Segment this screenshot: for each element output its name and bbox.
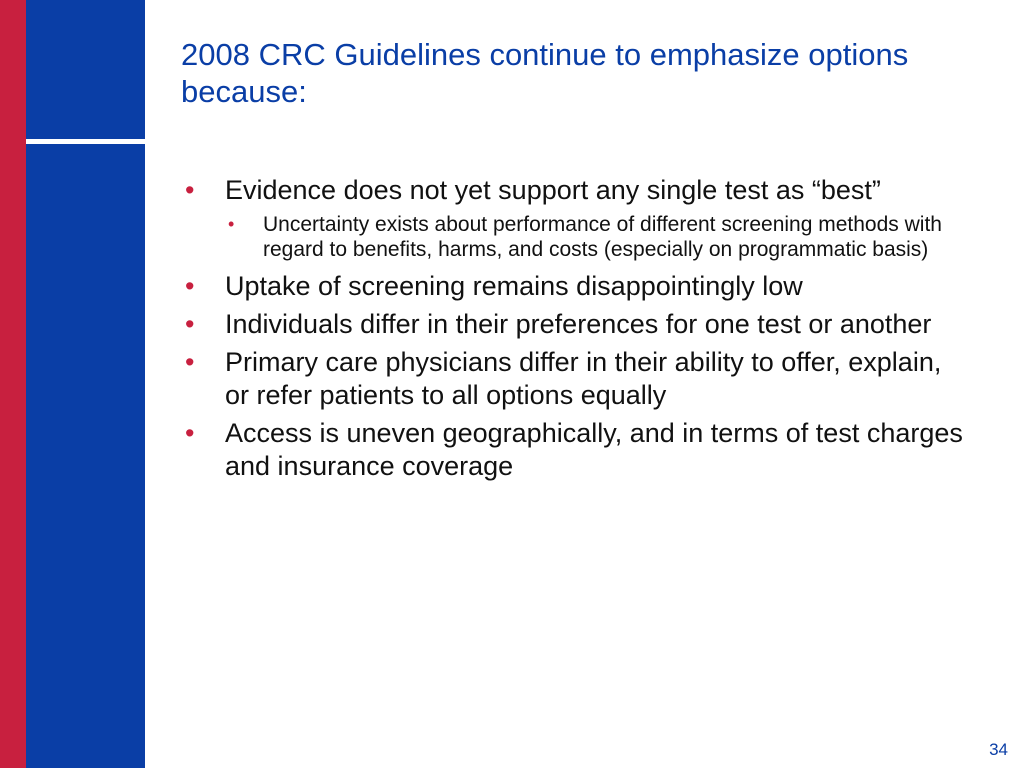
bullet-text: Individuals differ in their preferences for one test or another [225, 309, 932, 339]
sub-bullet-text: Uncertainty exists about performance of different screening methods with regard to benefits, harms, and costs (especially on programmatic basis) [263, 213, 942, 261]
bullet-item [0, 270, 970, 303]
bullet-text: Uptake of screening remains disappointingly low [225, 271, 803, 301]
bullet-text: Evidence does not yet support any single test as “best” [225, 175, 881, 205]
sub-bullet-icon: • [228, 214, 235, 234]
sub-bullet-item [0, 212, 953, 262]
slide-title: 2008 CRC Guidelines continue to emphasize options because: [181, 37, 909, 109]
bullet-icon: • [185, 271, 195, 301]
bullet-item [0, 174, 970, 262]
bullet-item [0, 308, 970, 341]
bullet-text: Access is uneven geographically, and in terms of test charges and insurance coverage [225, 418, 963, 481]
bullet-text: Primary care physicians differ in their ability to offer, explain, or refer patients to all options equally [225, 347, 942, 410]
page-number: 34 [989, 740, 1008, 759]
bullet-item [0, 346, 970, 412]
bullet-icon: • [185, 418, 195, 448]
bullet-list [0, 174, 1024, 488]
bullet-icon: • [185, 175, 195, 205]
white-divider-rule [26, 139, 145, 144]
bullet-icon: • [185, 309, 195, 339]
bullet-item [0, 417, 970, 483]
bullet-icon: • [185, 347, 195, 377]
